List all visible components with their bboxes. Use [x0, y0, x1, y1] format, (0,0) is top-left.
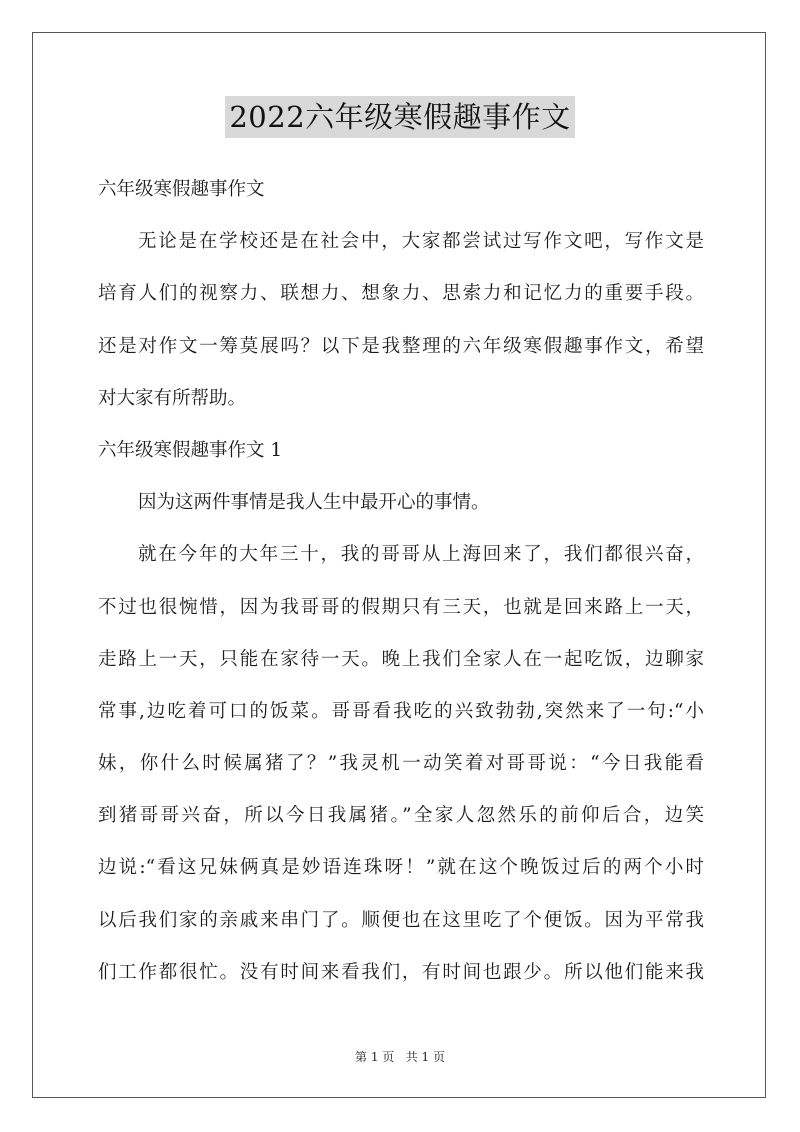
- paragraph-line: 到猪哥哥兴奋，所以今日我属猪。”全家人忽然乐的前仰后合，边笑: [98, 805, 704, 827]
- title-wrap: [0, 96, 800, 138]
- page-footer: 第 1 页 共 1 页: [355, 1050, 445, 1064]
- paragraph-line: 走路上一天，只能在家待一天。晚上我们全家人在一起吃饭，边聊家: [98, 648, 704, 670]
- paragraph-line: 妹，你什么时候属猪了？”我灵机一动笑着对哥哥说：“今日我能看: [98, 753, 704, 775]
- paragraph-line: 因为这两件事情是我人生中最开心的事情。: [138, 492, 490, 514]
- document-title: 2022六年级寒假趣事作文: [225, 96, 574, 138]
- document-body: [98, 164, 704, 999]
- paragraph-line: 常事,边吃着可口的饭菜。哥哥看我吃的兴致勃勃,突然来了一句:“小: [98, 700, 704, 722]
- paragraph-line: 无论是在学校还是在社会中，大家都尝试过写作文吧，写作文是: [138, 231, 704, 253]
- section-heading: 六年级寒假趣事作文 1: [98, 439, 283, 461]
- paragraph-line: 以后我们家的亲戚来串门了。顺便也在这里吃了个便饭。因为平常我: [98, 909, 704, 931]
- paragraph-line: 不过也很惋惜，因为我哥哥的假期只有三天，也就是回来路上一天，: [98, 596, 704, 618]
- paragraph-line: 对大家有所帮助。: [98, 387, 247, 409]
- paragraph-line: 培育人们的视察力、联想力、想象力、思索力和记忆力的重要手段。: [98, 283, 704, 305]
- paragraph-line: 们工作都很忙。没有时间来看我们，有时间也跟少。所以他们能来我: [98, 961, 704, 983]
- section-heading: 六年级寒假趣事作文: [98, 179, 265, 200]
- paragraph-line: 就在今年的大年三十，我的哥哥从上海回来了，我们都很兴奋，: [138, 544, 704, 566]
- paragraph-line: 还是对作文一筹莫展吗？以下是我整理的六年级寒假趣事作文，希望: [98, 335, 704, 357]
- paragraph-line: 边说:“看这兄妹俩真是妙语连珠呀！”就在这个晚饭过后的两个小时: [98, 857, 704, 879]
